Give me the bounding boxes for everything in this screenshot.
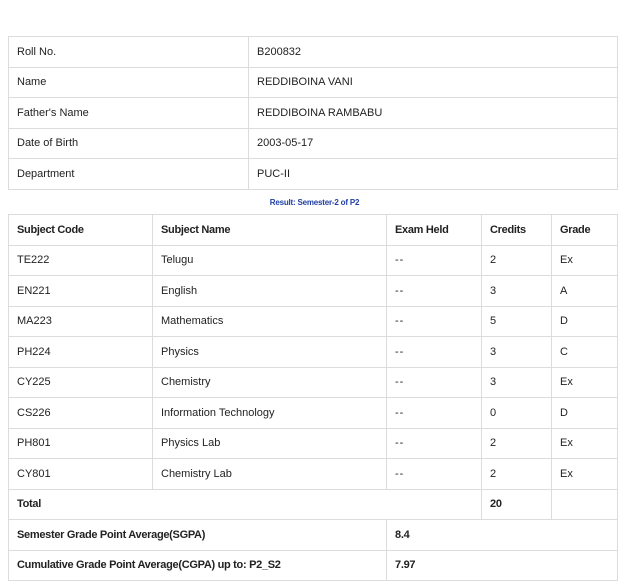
subject-code: CY225 (9, 367, 153, 398)
marks-header-row (9, 215, 618, 246)
subject-code: CY801 (9, 459, 153, 490)
exam-held: -- (387, 337, 482, 368)
credits: 5 (482, 306, 552, 337)
info-label: Roll No. (9, 37, 249, 68)
info-row-date-of-birth (9, 128, 618, 159)
cgpa-value: 7.97 (387, 550, 618, 581)
exam-held: -- (387, 459, 482, 490)
subject-code: PH801 (9, 428, 153, 459)
info-label: Father's Name (9, 98, 249, 129)
credits: 3 (482, 337, 552, 368)
column-header-subject-name: Subject Name (153, 215, 387, 246)
total-grade-empty (552, 489, 618, 520)
grade: Ex (552, 245, 618, 276)
total-row (9, 489, 618, 520)
exam-held: -- (387, 276, 482, 307)
info-value: REDDIBOINA VANI (249, 67, 618, 98)
grade: D (552, 398, 618, 429)
total-credits: 20 (482, 489, 552, 520)
grade: Ex (552, 459, 618, 490)
subject-code: MA223 (9, 306, 153, 337)
grade: Ex (552, 428, 618, 459)
info-value: PUC-II (249, 159, 618, 190)
subject-code: EN221 (9, 276, 153, 307)
table-row (9, 306, 618, 337)
marks-table (8, 214, 618, 581)
subject-code: PH224 (9, 337, 153, 368)
subject-name: English (153, 276, 387, 307)
subject-name: Physics (153, 337, 387, 368)
credits: 2 (482, 459, 552, 490)
table-row (9, 276, 618, 307)
exam-held: -- (387, 367, 482, 398)
info-row-department (9, 159, 618, 190)
grade: C (552, 337, 618, 368)
exam-held: -- (387, 306, 482, 337)
total-label: Total (9, 489, 482, 520)
table-row (9, 245, 618, 276)
subject-code: TE222 (9, 245, 153, 276)
result-heading: Result: Semester-2 of P2 (269, 198, 360, 207)
column-header-credits: Credits (482, 215, 552, 246)
info-label: Department (9, 159, 249, 190)
table-row (9, 459, 618, 490)
sgpa-label: Semester Grade Point Average(SGPA) (9, 520, 387, 551)
subject-name: Mathematics (153, 306, 387, 337)
table-row (9, 428, 618, 459)
table-row (9, 367, 618, 398)
column-header-exam-held: Exam Held (387, 215, 482, 246)
grade: D (552, 306, 618, 337)
sgpa-value: 8.4 (387, 520, 618, 551)
table-row (9, 337, 618, 368)
column-header-grade: Grade (552, 215, 618, 246)
info-label: Date of Birth (9, 128, 249, 159)
cgpa-row (9, 550, 618, 581)
grade: A (552, 276, 618, 307)
subject-name: Telugu (153, 245, 387, 276)
credits: 3 (482, 367, 552, 398)
info-label: Name (9, 67, 249, 98)
credits: 3 (482, 276, 552, 307)
column-header-subject-code: Subject Code (9, 215, 153, 246)
info-row-roll-no (9, 37, 618, 68)
grade: Ex (552, 367, 618, 398)
info-value: REDDIBOINA RAMBABU (249, 98, 618, 129)
subject-name: Information Technology (153, 398, 387, 429)
table-row (9, 398, 618, 429)
credits: 0 (482, 398, 552, 429)
exam-held: -- (387, 245, 482, 276)
credits: 2 (482, 428, 552, 459)
subject-code: CS226 (9, 398, 153, 429)
sgpa-row (9, 520, 618, 551)
info-value: 2003-05-17 (249, 128, 618, 159)
cgpa-label: Cumulative Grade Point Average(CGPA) up to: P2_S2 (9, 550, 387, 581)
info-row-name (9, 67, 618, 98)
credits: 2 (482, 245, 552, 276)
subject-name: Chemistry (153, 367, 387, 398)
exam-held: -- (387, 398, 482, 429)
student-info-table (8, 36, 618, 190)
info-value: B200832 (249, 37, 618, 68)
subject-name: Physics Lab (153, 428, 387, 459)
exam-held: -- (387, 428, 482, 459)
info-row-fathers-name (9, 98, 618, 129)
subject-name: Chemistry Lab (153, 459, 387, 490)
